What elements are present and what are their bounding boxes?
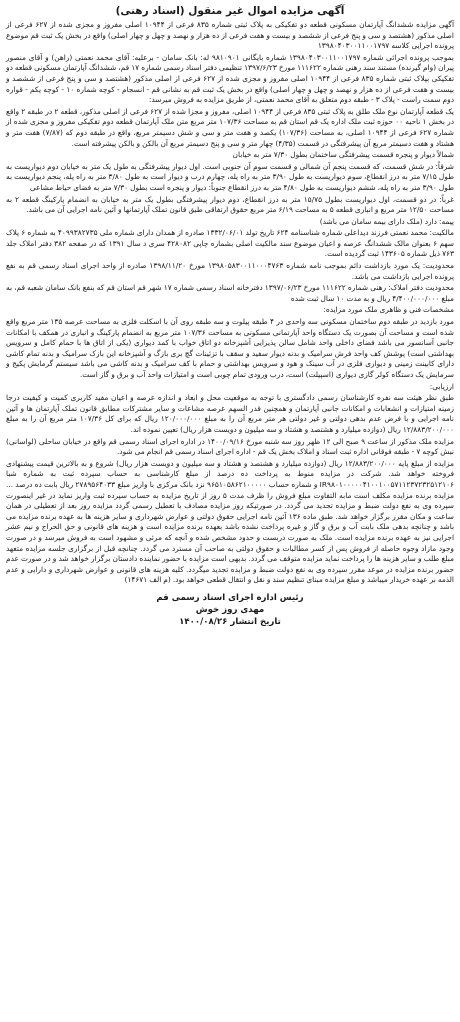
publish-date: تاریخ انتشار ۱۴۰۰/۰۸/۲۶: [179, 616, 281, 627]
notice-paragraph: محدودیت: یک مورد بازداشت دائم بموجب نامه شماره ۱۳۹۸۰۵۸۳۰۰۱۱۰۰۰۴۷۶۳ مورخ ۱۳۹۸/۱۱/۲۰ صادره از واحد اجرای اسناد رسمی قم به نفع پرونده اجرایی بازداشت می باشد.: [6, 261, 454, 281]
notice-paragraph: مزایده ملک مذکور از ساعت ۹ صبح الی ۱۲ ظهر روز سه شنبه مورخ ۱۴۰۰/۰۹/۱۶ در اداره اجرای اسناد رسمی قم واقع در خیابان ساحلی (لواسانی) نبش کوچه ۷ - طبقه فوقانی اداره ثبت اسناد و املاک بخش یک قم - اداره اجرای اسناد رسمی قم انجام می شود.: [6, 436, 454, 457]
notice-paragraph: مشخصات فنی و ظاهری ملک مورد مزایده:: [323, 305, 454, 315]
notice-body: [6, 20, 454, 586]
notice-paragraph: شرقاً: در شش قسمت، که قسمت پنجم آن شمالی و قسمت سوم آن جنوبی است. اول دیوار پیشرفتگی به طول یک متر به خیابان دوم دیواریست به طول ۷/۱۵ متر به درز انقطاع، سوم دیواریست به طول ۳/۹۰ متر به راه پله، چهارم درب و دیوار است به طول ۳/۸۰ متر به راه پله، پنجم دیواریست به طول ۳/۹۰ متر به راه پله، ششم دیواریست به طول ۴/۸۰ متر به درز انقطاع جنوباً: دیوار و پنجره است بطول ۷/۳۰ متر به فضای حیاط مشاعی: [6, 161, 454, 192]
notice-paragraph: پیمه: دارد (ملک دارای بیمه سامان می باشد): [319, 216, 454, 226]
notice-footer: [6, 592, 454, 628]
notice-paragraph: غرباً: در دو قسمت، اول دیواریست بطول ۱۵/۷۵ متر به درز انقطاع، دوم دیوار پیشرفتگی بطول یک متر به خیابان به انضمام پارکینگ قطعه ۲ به مساحت ۱۲/۵۰ متر مربع و انباری قطعه ۵ به مساحت ۶/۱۹ متر مربع حقوق ارتفاقی طبق قانون تملک آپارتمانها و آئین نامه اجرایی آن می باشد.: [6, 194, 454, 215]
notice-paragraph: ارزیابی:: [429, 381, 454, 391]
notice-paragraph: آگهی مزایده ششدانگ آپارتمان مسکونی قطعه دو تفکیکی به پلاک ثبتی شماره ۸۳۵ فرعی از ۱۰۹۴۴ اصلی مفروز و مجزی شده از ۶۲۷ فرعی از اصلی مذکور (هشتصد و سی و پنج فرعی از ششصد و بیست و هفت فرعی از ده هزار و نهصد و چهل و چهار اصلی) واقع در بخش یک ثبت قم موضوع پرونده اجرایی کلاسه ۱۳۹۸۰۴۰۳۰۰۱۱۰۰۱۷۹۷: [6, 20, 454, 51]
notice-paragraph: مورد بازدید در طبقه دوم ساختمان مسکونی سه واحدی در ۴ طبقه پیلوت و سه طبقه روی آن با اسکلت فلزی به مساحت عرصه ۱۳۵ متر مربع واقع شده است و مساحت آن بصورت یک دستگاه واحد آپارتمانی مسکونی به مساحت ۱۰۷/۳۶ متر مربع به انضمام پارکینگ و انباری در همکف با امکانات جانبی آسانسور می باشد فضای داخلی واحد شامل سالن پذیرایی آشپزخانه دو اتاق خواب با کمد دیواری (یکی از اتاق ها با حمام کامل و سرویس بهداشتی است) پوشش کف واحد فرش سرامیک و بدنه دیوار سفید و سقف با تزئینات گچ بری بازگ و آشپزخانه این بازک سرامیک و بدنه تمام کاشی دارای کابینت زمینی و دیواری فلزی در آب سینک و هود و سرویس بهداشتی و حمام با کف سرامیک و بدنه کاشی می باشد سیستم گرمایش پکیج و سرمایش یک دستگاه کولر گازی دیواری (اسپیلت) است، درب ورودی تمام چوبی است و امتیازات واحد آب و برق و گاز است.: [6, 317, 454, 379]
notice-paragraph: مالکیت: محمد نعمتی فرزند دیداعلی شماره شناسنامه ۶۲۴ تاریخ تولد ۱۳۳۲/۰۶/۰۱ صادره از همدان دارای شماره ملی ۴۰۹۹۳۸۲۷۳۵ به شماره ۶ پلاک سهم ۶ بعنوان مالک ششدانگ عرصه و اعیان موضوع سند مالکیت اصلی بشماره چاپی ۴۲۸۰۸۲ سری د سال ۱۳۹۱ که در صفحه ۳۸۲ دفتر املاک جلد ۷۶۳ ذیل شماره ۱۴۳۶۰۵ ثبت گردیده است.: [6, 228, 455, 259]
notice-title: آگهی مزایده اموال غیر منقول (اسناد رهنی): [115, 5, 345, 17]
notice-paragraph: یک قطعه آپارتمان نوع ملک طلق به پلاک ثبتی ۸۳۵ فرعی از ۱۰۹۴۴ اصلی، مفروز و مجزا شده از ۶۲۷ فرعی از اصلی مذکور، قطعه ۲ در طبقه ۲ واقع در بخش ۱ ناحیه ۰۰ حوزه ثبت ملک اداره یک قم استان قم به مساحت ۱۰۷/۳۶ متر مربع متن ملک آپارتمان قطعه دوم تفکیکی مفروز و مجزی شده از شماره ۶۲۷ فرعی از ۱۰۹۴۴ اصلی، به مساحت (۱۰۷/۳۶) یکصد و هفت متر و سی و شش دسیمتر مربع، واقع در طبقه دوم که (۷/۸۷) هفت متر و هشتاد و هفت دسیمتر مربع آن پیشرفتگی در قسمت (۴/۳۵) چهار متر و سی و پنج دسیمتر مربع آن بالکن و بالکن پیشرفته است.: [6, 106, 454, 148]
notice-paragraph: محدودیت دفتر املاک: رهنی شماره ۱۱۱۶۲۲ مورخ ۱۳۹۷/۰۶/۲۳ دفترخانه اسناد رسمی شماره ۱۷ شهر قم استان قم که بنفع بانک سامان شعبه قم، به مبلغ ۴/۴۰۰/۰۰۰/۰۰۰ ریال و به مدت ۱۰ سال ثبت شده: [6, 283, 454, 303]
notice-paragraph: شمالاً دیوار و پنجره قسمت پیشرفتگی ساختمان بطول ۷/۳۰ متر به خیابان: [232, 150, 454, 160]
signatory-name: مهدی روز خوش: [195, 604, 265, 615]
notice-paragraph: مزایده از مبلغ پایه ۱۲/۸۸۳/۲۰۰/۰۰۰ ریال (دوازده میلیارد و هشتصد و هشتاد و سه میلیون و دویست هزار ریال) شروع و به بالاترین قیمت پیشنهادی فروخته خواهد شد. شرکت در مزایده منوط به پرداخت ده درصد از مبلغ کارشناسی به حساب سپرده ثبت به شماره شبا IR۹۸۰۱۰۰۰۰۰۴۱۰۰۱۰۰۵۷۱۱۲۳۷۲۳۲۵۱۲۱۰۶ و شماره حساب ۹۶۵۱۰۵۸۶۲۱۰۰۰۰۰ نزد بانک مرکزی با واریز مبلغ ۲۷۸۹۵۶۴۰۳۳ ریال بابت ده درصد ... مزایده برنده مزایده مکلف است مابه التفاوت مبلغ فروش را ظرف مدت ۵ روز از تاریخ مزایده به حساب سپرده ثبت واریز نماید در غیر اینصورت سپرده وی به نفع دولت ضبط و مزایده تجدید می گردد. در صورتیکه روز مزایده مصادف با تعطیل رسمی گردد مزایده روز بعد از تعطیلی در همان ساعت و مکان مقرر برگزار خواهد شد. طبق ماده ۱۳۶ آئین نامه اجرایی حقوق دولتی و عوارض شهرداری و سایر هزینه ها به عهده برنده مزایده می باشد و چنانچه بدهی ملک بابت آب و برق و گاز و غیره پرداخت نشده باشد بعهده برنده مزایده است و هزینه های قانونی و حق الحراج و نیم عشر اجرایی نیز به عهده برنده مزایده است. ملک به صورت دربست و حدود مشخص شده و آنچه که مرئی و مشهود است به فروش میرسد و در صورت وجود مازاد وجوه حاصله از فروش پس از کسر مطالبات و حقوق دولتی به صاحب آن مسترد می گردد. چنانچه قبل از برگزاری جلسه مزایده متعهد مبلغ طلب و سایر هزینه ها را پرداخت نماید مزایده متوقف می گردد. بدیهی است مزایده با حضور نماینده دادستان برگزار خواهد شد و در صورت عدم حضور برنده مزایده در موعد مقرر سپرده وی به نفع دولت ضبط و مزایده تجدید میگردد. کلیه هزینه های قانونی و عوارض شهرداری و دارایی و عدم الذمه بر عهده خریدار میباشد و مبلغ مزایده مبنای تنظیم سند و نقل و انتقال قطعی خواهد بود. (م الف ۱۴۶۷۱): [6, 458, 455, 585]
notice-paragraph: بموجب پرونده اجرائی شماره ۱۳۹۸۰۴۰۳۰۰۱۱۰۰۱۷۹۷ شماره بایگانی ۹۸۱۰۹۰۱ له: بانک سامان - برعلیه: آقای محمد نعمتی (راهن) و آقای منصور پیران (وام گیرنده) مستند سند رهنی شماره ۱۱۱۶۲۲ مورخ ۱۳۹۷/۶/۲۳ تنظیمی دفتر اسناد رسمی شماره ۱۷ قم، ششدانگ آپارتمان مسکونی قطعه دو تفکیکی بپلاک ثبتی شماره ۸۳۵ فرعی از ۱۰۹۴۴ اصلی مفروز و مجزی شده از ۶۲۷ فرعی از اصلی مذکور (هشتصد و سی و پنج فرعی از ششصد و بیست و هفت فرعی از ده هزار و نهصد و چهل و چهار اصلی) واقع در بخش یک ثبت قم به نشانی قم - انسجام - کوچه شماره ۱۰ - کوچه یکم - قواره دوم سمت راست - پلاک ۳ - طبقه دوم متعلق به آقای محمد نعمتی، از طریق مزایده به فروش میرسد:: [6, 52, 455, 105]
notice-paragraph: طبق نظر هیئت سه نفره کارشناسان رسمی دادگستری با توجه به موقعیت محل و ابعاد و اندازه عرصه و اعیان مفید کاربری کمیت و کیفیت درجا زمینه امتیازات و انشعابات و امکانات جانبی آپارتمان و همچنین قدر السهم عرصه مشاعات و سایر مشترکات مطابق قانون تملک آپارتمان ها و آئین نامه اجرایی و با فرض عدم بدهی دولتی و غیر دولتی هر متر مربع آن را به مبلغ ۱۲۰/۰۰۰/۰۰۰ ریال که برای کل ۱۰۷/۳۶ متر مربع آن را به مبلغ ۱۲/۸۸۳/۲۰۰/۰۰۰ ریال (دوازده میلیارد و هشتصد و هشتاد و سه میلیون و دویست هزار ریال) تعیین نموده اند.: [6, 393, 454, 434]
signatory-org: رئیس اداره اجرای اسناد رسمی قم: [156, 592, 304, 603]
